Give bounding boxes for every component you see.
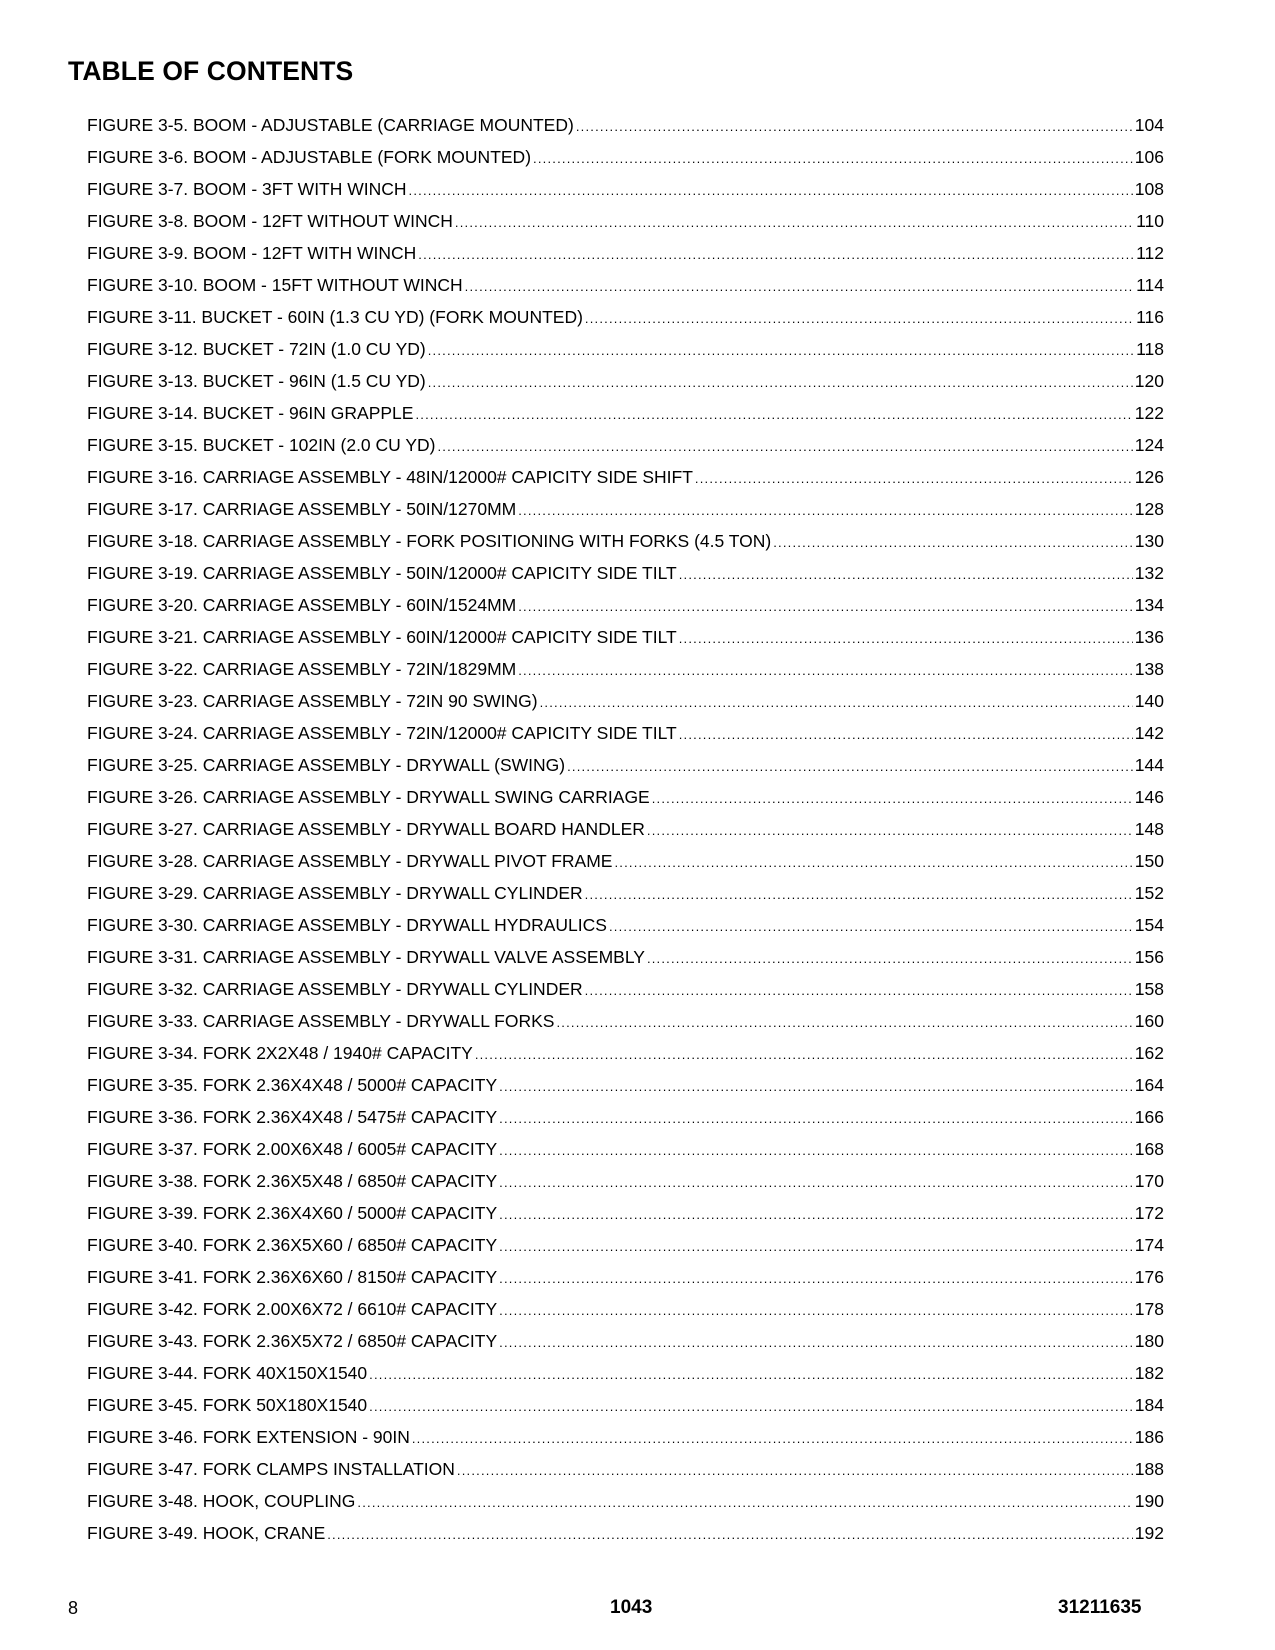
toc-entry[interactable]	[87, 1199, 1164, 1231]
toc-entry-page: 144	[1134, 755, 1164, 775]
toc-dot-leader	[475, 1041, 1133, 1069]
toc-entry-page: 152	[1134, 883, 1164, 903]
toc-dot-leader	[369, 1393, 1133, 1421]
toc-entry-page: 154	[1134, 915, 1164, 935]
toc-entry-label: FIGURE 3-27. CARRIAGE ASSEMBLY - DRYWALL BOARD HANDLER	[87, 819, 645, 839]
toc-entry[interactable]	[87, 1295, 1164, 1327]
toc-entry[interactable]	[87, 783, 1164, 815]
toc-entry-label: FIGURE 3-29. CARRIAGE ASSEMBLY - DRYWALL CYLINDER	[87, 883, 583, 903]
toc-entry-page: 178	[1134, 1299, 1164, 1319]
toc-entry[interactable]	[87, 1231, 1164, 1263]
toc-entry-page: 120	[1134, 371, 1164, 391]
toc-entry[interactable]	[87, 1167, 1164, 1199]
toc-dot-leader	[499, 1265, 1133, 1293]
toc-entry-page: 146	[1134, 787, 1164, 807]
toc-entry-page: 136	[1134, 627, 1164, 647]
toc-entry[interactable]	[87, 1423, 1164, 1455]
toc-entry-label: FIGURE 3-34. FORK 2X2X48 / 1940# CAPACITY	[87, 1043, 473, 1063]
toc-dot-leader	[465, 273, 1134, 301]
toc-entry-label: FIGURE 3-48. HOOK, COUPLING	[87, 1491, 356, 1511]
toc-dot-leader	[556, 1009, 1132, 1037]
toc-entry-page: 180	[1134, 1331, 1164, 1351]
toc-dot-leader	[585, 881, 1133, 909]
toc-dot-leader	[614, 849, 1132, 877]
toc-entry-label: FIGURE 3-18. CARRIAGE ASSEMBLY - FORK POSITIONING WITH FORKS (4.5 TON)	[87, 531, 772, 551]
toc-entry-label: FIGURE 3-35. FORK 2.36X4X48 / 5000# CAPACITY	[87, 1075, 498, 1095]
toc-entry[interactable]	[87, 751, 1164, 783]
toc-entry-page: 170	[1134, 1171, 1164, 1191]
toc-dot-leader	[679, 561, 1133, 589]
toc-dot-leader	[695, 465, 1133, 493]
toc-entry-page: 158	[1134, 979, 1164, 999]
toc-entry-page: 124	[1134, 435, 1164, 455]
toc-dot-leader	[409, 177, 1133, 205]
toc-entry-page: 110	[1136, 211, 1164, 231]
toc-entry-label: FIGURE 3-39. FORK 2.36X4X60 / 5000# CAPACITY	[87, 1203, 498, 1223]
toc-entry[interactable]	[87, 431, 1164, 463]
toc-entry[interactable]	[87, 1071, 1164, 1103]
toc-entry-page: 104	[1134, 115, 1164, 135]
toc-dot-leader	[437, 433, 1132, 461]
toc-dot-leader	[369, 1361, 1133, 1389]
toc-entry-page: 148	[1134, 819, 1164, 839]
toc-entry[interactable]	[87, 367, 1164, 399]
toc-dot-leader	[499, 1137, 1133, 1165]
toc-entry-label: FIGURE 3-32. CARRIAGE ASSEMBLY - DRYWALL CYLINDER	[87, 979, 583, 999]
toc-entry-page: 130	[1134, 531, 1164, 551]
toc-entry[interactable]	[87, 1135, 1164, 1167]
toc-entry-label: FIGURE 3-38. FORK 2.36X5X48 / 6850# CAPACITY	[87, 1171, 498, 1191]
toc-dot-leader	[327, 1521, 1133, 1549]
toc-entry-label: FIGURE 3-41. FORK 2.36X6X60 / 8150# CAPACITY	[87, 1267, 498, 1287]
toc-entry-page: 150	[1134, 851, 1164, 871]
toc-entry-label: FIGURE 3-8. BOOM - 12FT WITHOUT WINCH	[87, 211, 453, 231]
toc-entry-label: FIGURE 3-40. FORK 2.36X5X60 / 6850# CAPACITY	[87, 1235, 498, 1255]
toc-entry-page: 160	[1134, 1011, 1164, 1031]
toc-dot-leader	[518, 593, 1133, 621]
toc-entry[interactable]	[87, 559, 1164, 591]
toc-entry-page: 128	[1134, 499, 1164, 519]
toc-dot-leader	[540, 689, 1133, 717]
toc-dot-leader	[499, 1297, 1133, 1325]
toc-entry[interactable]	[87, 1455, 1164, 1487]
toc-entry[interactable]	[87, 687, 1164, 719]
toc-dot-leader	[773, 529, 1133, 557]
toc-entry-page: 164	[1134, 1075, 1164, 1095]
toc-entry[interactable]	[87, 815, 1164, 847]
toc-entry[interactable]	[87, 1327, 1164, 1359]
toc-entry[interactable]	[87, 975, 1164, 1007]
toc-entry[interactable]	[87, 1487, 1164, 1519]
toc-entry[interactable]	[87, 591, 1164, 623]
toc-dot-leader	[567, 753, 1133, 781]
toc-dot-leader	[518, 657, 1133, 685]
toc-entry[interactable]	[87, 847, 1164, 879]
toc-entry-label: FIGURE 3-6. BOOM - ADJUSTABLE (FORK MOUNTED)	[87, 147, 532, 167]
toc-entry[interactable]	[87, 335, 1164, 367]
toc-entry[interactable]	[87, 943, 1164, 975]
toc-dot-leader	[499, 1329, 1133, 1357]
toc-entry[interactable]	[87, 207, 1164, 239]
toc-entry-label: FIGURE 3-11. BUCKET - 60IN (1.3 CU YD) (FORK MOUNTED)	[87, 307, 583, 327]
toc-dot-leader	[499, 1105, 1133, 1133]
toc-entry-page: 166	[1134, 1107, 1164, 1127]
toc-dot-leader	[357, 1489, 1132, 1517]
toc-dot-leader	[585, 977, 1133, 1005]
toc-entry[interactable]	[87, 655, 1164, 687]
toc-dot-leader	[455, 209, 1134, 237]
toc-entry-label: FIGURE 3-22. CARRIAGE ASSEMBLY - 72IN/1829MM	[87, 659, 517, 679]
toc-list	[87, 111, 1164, 1551]
toc-entry[interactable]	[87, 719, 1164, 751]
footer-part-number: 31211635	[1058, 1597, 1142, 1618]
toc-entry-label: FIGURE 3-46. FORK EXTENSION - 90IN	[87, 1427, 410, 1447]
toc-entry-page: 108	[1134, 179, 1164, 199]
toc-entry-label: FIGURE 3-42. FORK 2.00X6X72 / 6610# CAPACITY	[87, 1299, 498, 1319]
toc-dot-leader	[652, 785, 1133, 813]
toc-dot-leader	[412, 1425, 1133, 1453]
toc-dot-leader	[457, 1457, 1133, 1485]
toc-entry-page: 182	[1134, 1363, 1164, 1383]
toc-entry-label: FIGURE 3-28. CARRIAGE ASSEMBLY - DRYWALL PIVOT FRAME	[87, 851, 613, 871]
toc-entry-page: 122	[1134, 403, 1164, 423]
toc-entry-label: FIGURE 3-12. BUCKET - 72IN (1.0 CU YD)	[87, 339, 426, 359]
toc-entry-label: FIGURE 3-5. BOOM - ADJUSTABLE (CARRIAGE MOUNTED)	[87, 115, 574, 135]
toc-entry-page: 114	[1136, 275, 1164, 295]
toc-entry-page: 192	[1134, 1523, 1164, 1543]
toc-entry-label: FIGURE 3-25. CARRIAGE ASSEMBLY - DRYWALL (SWING)	[87, 755, 566, 775]
toc-entry[interactable]	[87, 1103, 1164, 1135]
toc-entry[interactable]	[87, 623, 1164, 655]
toc-entry-label: FIGURE 3-13. BUCKET - 96IN (1.5 CU YD)	[87, 371, 426, 391]
toc-entry-page: 140	[1134, 691, 1164, 711]
toc-entry-label: FIGURE 3-31. CARRIAGE ASSEMBLY - DRYWALL VALVE ASSEMBLY	[87, 947, 645, 967]
toc-entry[interactable]	[87, 303, 1164, 335]
toc-entry-label: FIGURE 3-19. CARRIAGE ASSEMBLY - 50IN/12000# CAPICITY SIDE TILT	[87, 563, 677, 583]
toc-entry[interactable]	[87, 111, 1164, 143]
page-title: TABLE OF CONTENTS	[68, 56, 354, 86]
toc-dot-leader	[499, 1169, 1133, 1197]
toc-entry[interactable]	[87, 1519, 1164, 1551]
toc-entry[interactable]	[87, 399, 1164, 431]
toc-entry-label: FIGURE 3-10. BOOM - 15FT WITHOUT WINCH	[87, 275, 463, 295]
toc-entry-page: 184	[1134, 1395, 1164, 1415]
toc-entry-page: 168	[1134, 1139, 1164, 1159]
toc-entry-label: FIGURE 3-21. CARRIAGE ASSEMBLY - 60IN/12000# CAPICITY SIDE TILT	[87, 627, 677, 647]
toc-dot-leader	[415, 401, 1132, 429]
toc-entry[interactable]	[87, 463, 1164, 495]
toc-entry-label: FIGURE 3-26. CARRIAGE ASSEMBLY - DRYWALL SWING CARRIAGE	[87, 787, 650, 807]
toc-entry-label: FIGURE 3-23. CARRIAGE ASSEMBLY - 72IN 90 SWING)	[87, 691, 538, 711]
toc-entry-page: 156	[1134, 947, 1164, 967]
toc-entry-label: FIGURE 3-17. CARRIAGE ASSEMBLY - 50IN/1270MM	[87, 499, 517, 519]
toc-dot-leader	[679, 721, 1133, 749]
toc-entry[interactable]	[87, 1359, 1164, 1391]
toc-entry-page: 186	[1134, 1427, 1164, 1447]
toc-entry-label: FIGURE 3-9. BOOM - 12FT WITH WINCH	[87, 243, 417, 263]
toc-dot-leader	[679, 625, 1133, 653]
toc-entry-page: 176	[1134, 1267, 1164, 1287]
toc-entry[interactable]	[87, 911, 1164, 943]
toc-dot-leader	[499, 1201, 1133, 1229]
toc-entry-label: FIGURE 3-15. BUCKET - 102IN (2.0 CU YD)	[87, 435, 436, 455]
toc-entry-page: 134	[1134, 595, 1164, 615]
toc-entry-page: 106	[1134, 147, 1164, 167]
toc-entry-page: 162	[1134, 1043, 1164, 1063]
toc-entry-page: 174	[1134, 1235, 1164, 1255]
toc-dot-leader	[609, 913, 1133, 941]
toc-entry-label: FIGURE 3-30. CARRIAGE ASSEMBLY - DRYWALL HYDRAULICS	[87, 915, 607, 935]
toc-entry-label: FIGURE 3-45. FORK 50X180X1540	[87, 1395, 368, 1415]
toc-entry-label: FIGURE 3-7. BOOM - 3FT WITH WINCH	[87, 179, 407, 199]
toc-dot-leader	[647, 945, 1133, 973]
toc-entry[interactable]	[87, 1263, 1164, 1295]
toc-entry-label: FIGURE 3-43. FORK 2.36X5X72 / 6850# CAPACITY	[87, 1331, 498, 1351]
toc-entry-label: FIGURE 3-36. FORK 2.36X4X48 / 5475# CAPACITY	[87, 1107, 498, 1127]
footer-model: 1043	[610, 1597, 653, 1618]
toc-entry-page: 116	[1136, 307, 1164, 327]
toc-entry[interactable]	[87, 1039, 1164, 1071]
toc-dot-leader	[585, 305, 1134, 333]
toc-entry-label: FIGURE 3-47. FORK CLAMPS INSTALLATION	[87, 1459, 455, 1479]
footer-page-number: 8	[68, 1598, 79, 1618]
toc-entry-label: FIGURE 3-49. HOOK, CRANE	[87, 1523, 326, 1543]
toc-dot-leader	[576, 113, 1133, 141]
toc-entry-label: FIGURE 3-33. CARRIAGE ASSEMBLY - DRYWALL FORKS	[87, 1011, 555, 1031]
toc-dot-leader	[518, 497, 1133, 525]
toc-entry[interactable]	[87, 1007, 1164, 1039]
toc-entry[interactable]	[87, 1391, 1164, 1423]
toc-dot-leader	[533, 145, 1133, 173]
toc-entry[interactable]	[87, 495, 1164, 527]
toc-dot-leader	[418, 241, 1134, 269]
toc-entry[interactable]	[87, 239, 1164, 271]
toc-entry[interactable]	[87, 175, 1164, 207]
toc-entry-page: 118	[1136, 339, 1164, 359]
toc-entry-label: FIGURE 3-16. CARRIAGE ASSEMBLY - 48IN/12000# CAPICITY SIDE SHIFT	[87, 467, 693, 487]
toc-entry-page: 126	[1134, 467, 1164, 487]
toc-entry[interactable]	[87, 527, 1164, 559]
toc-entry-page: 138	[1134, 659, 1164, 679]
toc-entry-label: FIGURE 3-20. CARRIAGE ASSEMBLY - 60IN/1524MM	[87, 595, 517, 615]
toc-entry-label: FIGURE 3-37. FORK 2.00X6X48 / 6005# CAPACITY	[87, 1139, 498, 1159]
toc-entry-page: 112	[1136, 243, 1164, 263]
toc-entry-label: FIGURE 3-14. BUCKET - 96IN GRAPPLE	[87, 403, 414, 423]
toc-entry[interactable]	[87, 879, 1164, 911]
toc-dot-leader	[499, 1233, 1133, 1261]
toc-entry-label: FIGURE 3-24. CARRIAGE ASSEMBLY - 72IN/12000# CAPICITY SIDE TILT	[87, 723, 677, 743]
toc-entry-page: 172	[1134, 1203, 1164, 1223]
toc-dot-leader	[499, 1073, 1133, 1101]
toc-entry-label: FIGURE 3-44. FORK 40X150X1540	[87, 1363, 368, 1383]
toc-entry-page: 188	[1134, 1459, 1164, 1479]
toc-entry-page: 190	[1134, 1491, 1164, 1511]
toc-entry[interactable]	[87, 271, 1164, 303]
toc-entry-page: 142	[1134, 723, 1164, 743]
toc-dot-leader	[428, 369, 1133, 397]
toc-entry-page: 132	[1134, 563, 1164, 583]
toc-dot-leader	[647, 817, 1133, 845]
toc-entry[interactable]	[87, 143, 1164, 175]
toc-dot-leader	[428, 337, 1134, 365]
